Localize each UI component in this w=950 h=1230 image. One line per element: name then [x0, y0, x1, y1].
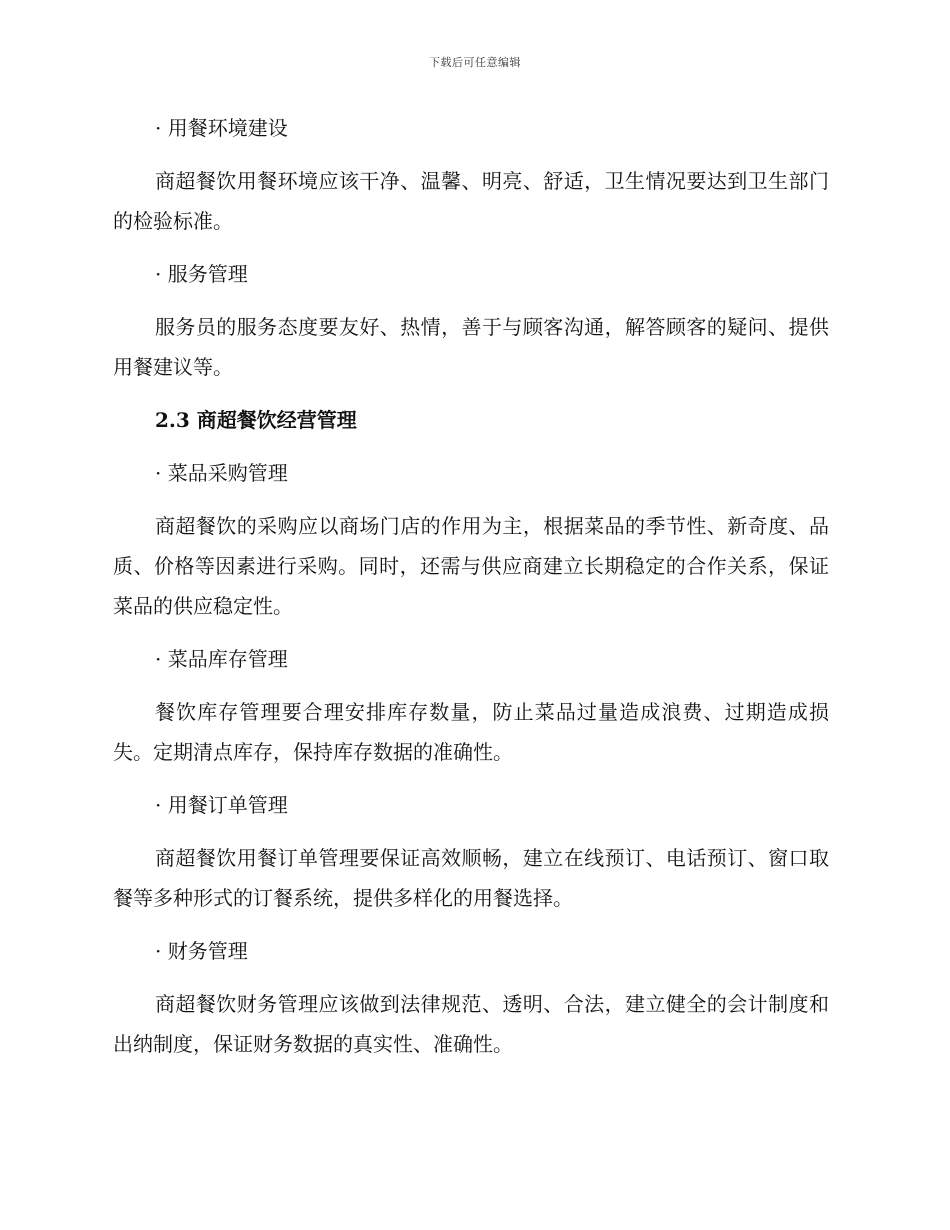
paragraph-order-management: 商超餐饮用餐订单管理要保证高效顺畅，建立在线预订、电话预订、窗口取餐等多种形式的订餐系统，提供多样化的用餐选择。	[113, 846, 829, 910]
bullet-finance-management: · 财务管理	[155, 939, 248, 963]
bullet-service-management: · 服务管理	[155, 262, 248, 286]
paragraph-finance-management: 商超餐饮财务管理应该做到法律规范、透明、合法，建立健全的会计制度和出纳制度，保证财务数据的真实性、准确性。	[113, 992, 829, 1056]
bullet-dining-environment: · 用餐环境建设	[155, 116, 288, 140]
bullet-inventory-management: · 菜品库存管理	[155, 647, 288, 671]
paragraph-dining-environment: 商超餐饮用餐环境应该干净、温馨、明亮、舒适，卫生情况要达到卫生部门的检验标准。	[113, 169, 829, 233]
paragraph-service-management: 服务员的服务态度要友好、热情，善于与顾客沟通，解答顾客的疑问、提供用餐建议等。	[113, 315, 829, 379]
bullet-order-management: · 用餐订单管理	[155, 793, 288, 817]
bullet-purchasing-management: · 菜品采购管理	[155, 461, 288, 485]
paragraph-purchasing-management: 商超餐饮的采购应以商场门店的作用为主，根据菜品的季节性、新奇度、品质、价格等因素进行采购。同时，还需与供应商建立长期稳定的合作关系，保证菜品的供应稳定性。	[113, 514, 829, 618]
section-heading-2-3: 2.3 商超餐饮经营管理	[155, 408, 357, 432]
paragraph-inventory-management: 餐饮库存管理要合理安排库存数量，防止菜品过量造成浪费、过期造成损失。定期清点库存，保持库存数据的准确性。	[113, 700, 829, 764]
page-header-note: 下载后可任意编辑	[429, 56, 521, 69]
document-body	[113, 108, 829, 1077]
